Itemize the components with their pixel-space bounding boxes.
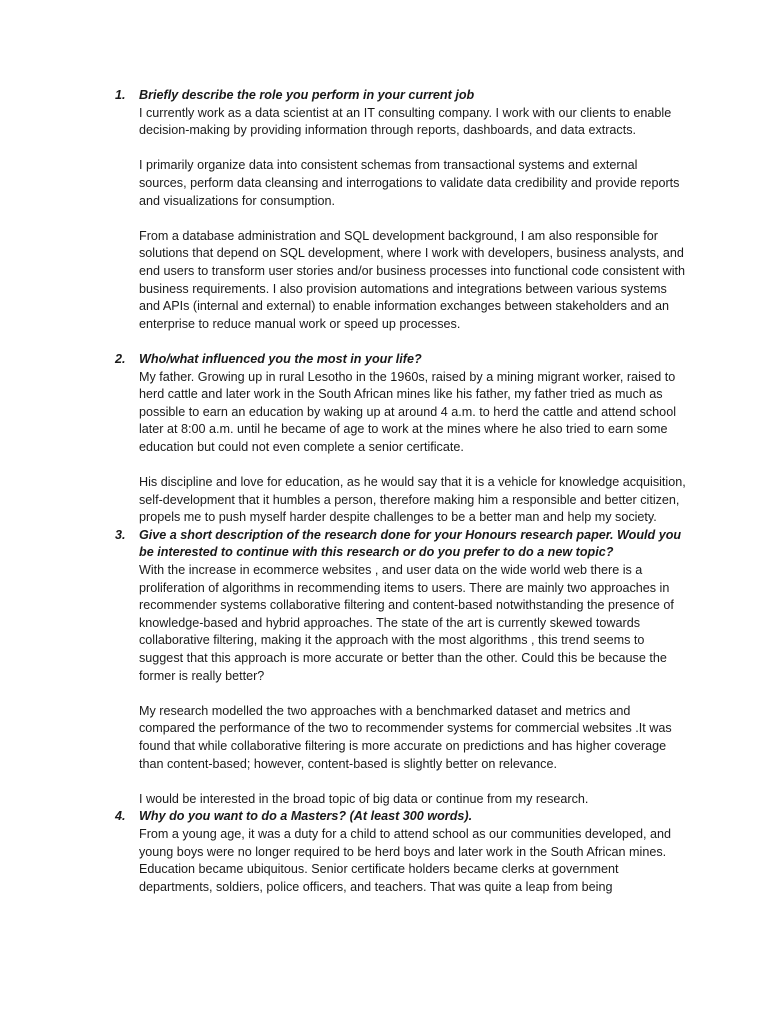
question-3 [104, 527, 688, 809]
question-number: 3. [115, 527, 126, 542]
question-4 [104, 808, 688, 896]
question-title: Give a short description of the research done for your Honours research paper. Would you be interested to continue with this research or do you prefer to do a new topic? [139, 527, 682, 560]
question-number: 2. [115, 351, 126, 366]
question-1 [104, 87, 688, 333]
question-number: 4. [115, 809, 126, 824]
answer-paragraph: I would be interested in the broad topic of big data or continue from my research. [139, 791, 589, 806]
answer-paragraph: I currently work as a data scientist at an IT consulting company. I work with our clients to enable decision-making by providing information through reports, dashboards, and data extracts. [139, 105, 672, 138]
question-2 [104, 351, 688, 527]
question-title: Who/what influenced you the most in your life? [139, 351, 422, 366]
answer-paragraph: My father. Growing up in rural Lesotho in the 1960s, raised by a mining migrant worker, raised to herd cattle and later work in the South African mines like his father, my father tried as much as possible to earn an education by waking up at around 4 a.m. to herd the cattle and attend school later at 8:00 a.m. until he became of age to work at the mines where he also tried to earn some education but could not even complete a senior certificate. [139, 369, 676, 454]
question-number: 1. [115, 88, 126, 102]
answer-paragraph: From a database administration and SQL development background, I am also responsible for solutions that depend on SQL development, where I work with developers, business analysts, and end users to transform user stories and/or business processes into functional code consistent with business requirements. I also provision automations and integrations between various systems and APIs (internal and external) to enable information exchanges between stakeholders and an enterprise to reduce manual work or speed up processes. [139, 228, 686, 331]
answer-paragraph: My research modelled the two approaches with a benchmarked dataset and metrics and compared the performance of the two to recommender systems for commercial websites .It was found that while collaborative filtering is more accurate on predictions and has higher coverage than content-based; however, content-based is slightly better on relevance. [139, 703, 672, 771]
question-title: Briefly describe the role you perform in your current job [139, 88, 475, 102]
question-title: Why do you want to do a Masters? (At least 300 words). [139, 809, 473, 824]
answer-paragraph: From a young age, it was a duty for a child to attend school as our communities developed, and young boys were no longer required to be herd boys and later work in the South African mines. Education became ubiquitous. Senior certificate holders became clerks at government departments, soldiers, police officers, and teachers. That was quite a leap from being [139, 826, 672, 894]
answer-paragraph: I primarily organize data into consistent schemas from transactional systems and external sources, perform data cleansing and interrogations to validate data credibility and provide reports and visualizations for consumption. [139, 158, 680, 208]
answer-paragraph: With the increase in ecommerce websites , and user data on the wide world web there is a proliferation of algorithms in recommending items to users. There are mainly two approaches in recommender systems collaborative filtering and content-based notwithstanding the presence of knowledge-based and hybrid approaches. The state of the art is currently skewed towards collaborative filtering, making it the approach with the most algorithms , this trend seems to suggest that this approach is more accurate or better than the other. Could this be because the former is really better? [139, 563, 674, 683]
question-list [104, 87, 688, 896]
answer-paragraph: His discipline and love for education, as he would say that it is a vehicle for knowledge acquisition, self-development that it humbles a person, therefore making him a responsible and better citizen, propels me to push myself harder despite challenges to be a better man and help my society. [139, 475, 686, 525]
